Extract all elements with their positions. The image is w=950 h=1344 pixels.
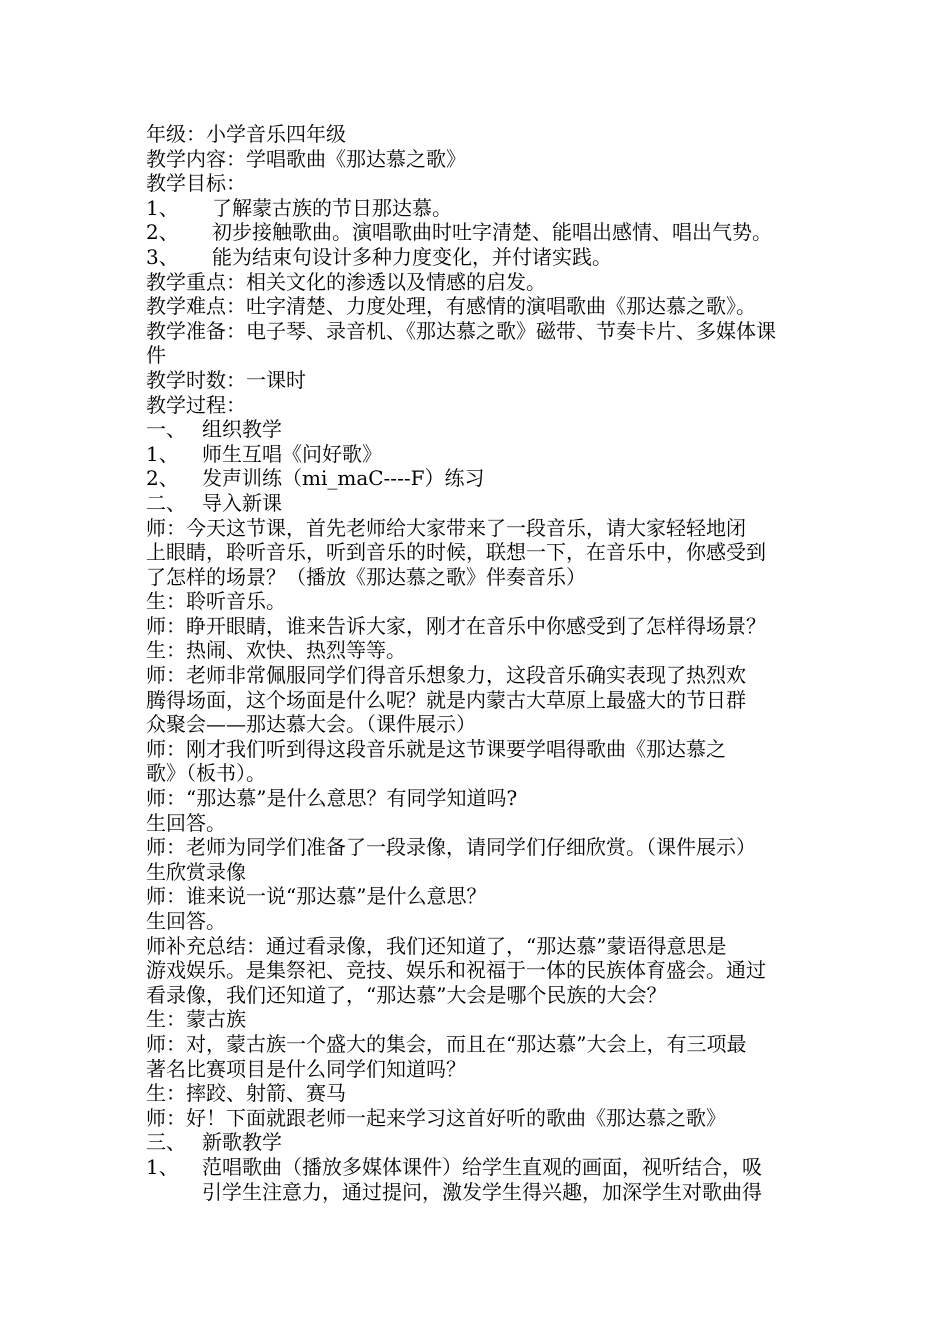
line: 生欣赏录像 [146,859,246,884]
line: 生：蒙古族 [146,1007,246,1032]
line: 教学时数：一课时 [146,367,306,392]
line: 教学重点：相关文化的渗透以及情感的启发。 [146,269,546,294]
line: 教学目标： [146,171,246,196]
line: 师：刚才我们听到得这段音乐就是这节课要学唱得歌曲《那达慕之 [146,736,726,761]
line: 腾得场面，这个场面是什么呢？就是内蒙古大草原上最盛大的节日群 [146,687,746,712]
line: 师：老师非常佩服同学们得音乐想象力，这段音乐确实表现了热烈欢 [146,663,746,688]
line: 师：谁来说一说“那达慕”是什么意思？ [146,884,487,909]
section-heading: 二、 导入新课 [146,490,282,515]
list-item: 3、 能为结束句设计多种力度变化，并付诸实践。 [146,244,612,269]
list-item: 1、 师生互唱《问好歌》 [146,441,382,466]
line: 游戏娱乐。是集祭祀、竞技、娱乐和祝福于一体的民族体育盛会。通过 [146,958,766,983]
section-heading: 三、 新歌教学 [146,1130,282,1155]
line: 看录像，我们还知道了，“那达慕”大会是哪个民族的大会？ [146,982,667,1007]
line: 师：好！下面就跟老师一起来学习这首好听的歌曲《那达慕之歌》 [146,1105,726,1130]
list-item-continuation: 引学生注意力，通过提问，激发学生得兴趣，加深学生对歌曲得 [202,1179,762,1204]
line: 众聚会——那达慕大会。（课件展示） [146,712,476,737]
document-page [146,122,818,1204]
line: 生回答。 [146,810,226,835]
line: 师：老师为同学们准备了一段录像，请同学们仔细欣赏。（课件展示） [146,835,756,860]
list-item: 1、 范唱歌曲（播放多媒体课件）给学生直观的画面，视听结合，吸 [146,1154,762,1179]
list-item: 2、 初步接触歌曲。演唱歌曲时吐字清楚、能唱出感情、唱出气势。 [146,220,772,245]
line: 件 [146,343,166,368]
line: 生：聆听音乐。 [146,589,286,614]
line: 生回答。 [146,909,226,933]
line: 师：今天这节课，首先老师给大家带来了一段音乐，请大家轻轻地闭 [146,515,746,540]
list-item: 2、 发声训练（mi_maC----F）练习 [146,466,485,491]
line: 生：热闹、欢快、热烈等等。 [146,638,406,663]
line: 教学过程： [146,392,246,417]
line: 著名比赛项目是什么同学们知道吗？ [146,1056,466,1081]
list-item: 1、 了解蒙古族的节日那达慕。 [146,195,452,220]
line: 师补充总结：通过看录像，我们还知道了，“那达慕”蒙语得意思是 [146,933,727,958]
line: 生：摔跤、射箭、赛马 [146,1081,346,1106]
line: 师：睁开眼睛，谁来告诉大家，刚才在音乐中你感受到了怎样得场景？ [146,613,766,638]
section-heading: 一、 组织教学 [146,417,282,442]
line: 教学内容：学唱歌曲《那达慕之歌》 [146,146,466,171]
line: 师：“那达慕”是什么意思？有同学知道吗? [146,786,518,811]
line: 师：对，蒙古族一个盛大的集会，而且在“那达慕”大会上，有三项最 [146,1031,747,1056]
line: 了怎样的场景？（播放《那达慕之歌》伴奏音乐） [146,564,586,589]
line: 教学难点：吐字清楚、力度处理，有感情的演唱歌曲《那达慕之歌》。 [146,294,756,319]
line: 上眼睛，聆听音乐，听到音乐的时候，联想一下，在音乐中，你感受到 [146,540,766,565]
line: 教学准备：电子琴、录音机、《那达慕之歌》磁带、节奏卡片、多媒体课 [146,318,776,343]
line: 年级：小学音乐四年级 [146,122,346,146]
line: 歌》（板书）。 [146,761,266,786]
